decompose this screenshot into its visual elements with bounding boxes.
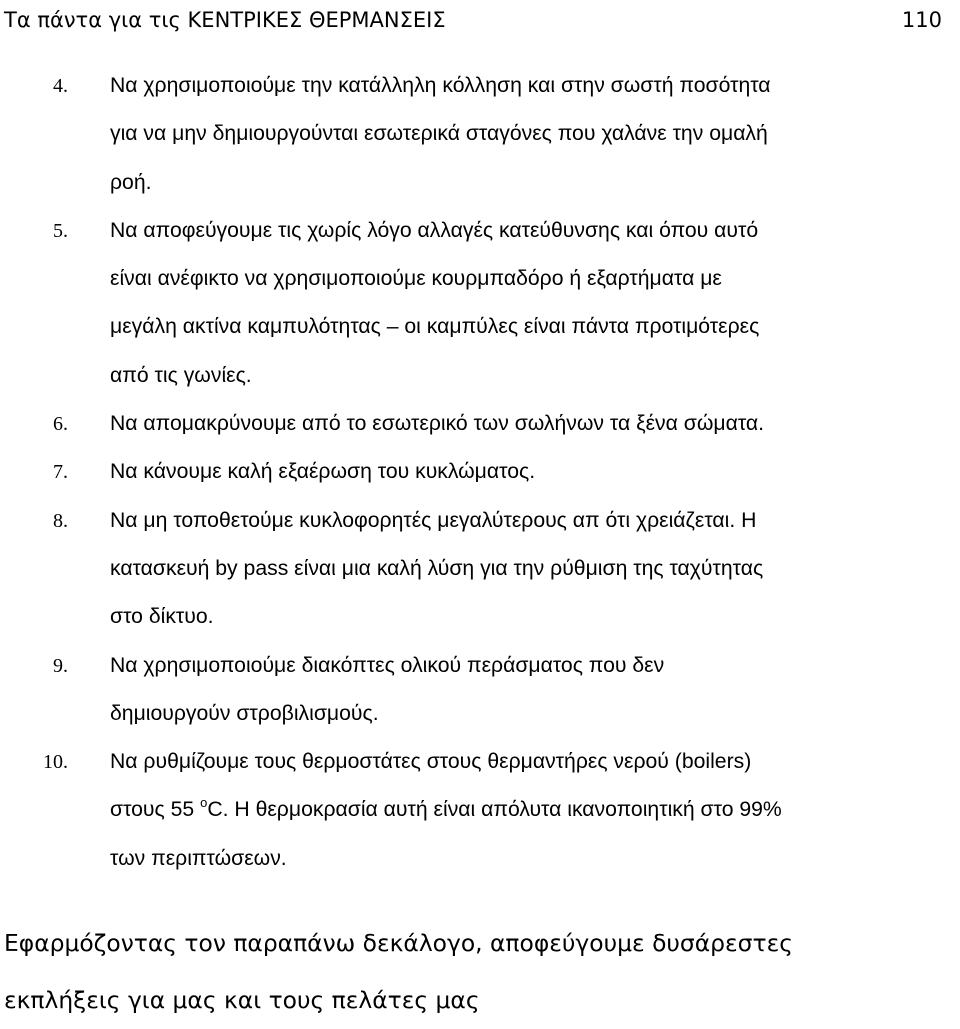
list-item-number: 6. xyxy=(53,413,68,436)
list-item-number: 5. xyxy=(53,219,68,242)
text-line: στο δίκτυο. xyxy=(110,605,214,629)
list-item-text xyxy=(110,448,960,496)
list-item xyxy=(0,738,960,883)
list-item-number: 4. xyxy=(53,75,68,97)
text-line: δημιουργούν στροβιλισμούς. xyxy=(110,701,379,725)
list-item-text xyxy=(110,207,960,400)
text-line: Εφαρμόζοντας τον παραπάνω δεκάλογο, αποφεύγουμε δυσάρεστες xyxy=(4,929,793,957)
list-item-text xyxy=(110,642,960,739)
degree-superscript: o xyxy=(200,795,208,811)
list-item xyxy=(0,642,960,739)
page-header-title: Τα πάντα για τις ΚΕΝΤΡΙΚΕΣ ΘΕΡΜΑΝΣΕΙΣ xyxy=(4,8,446,32)
text-line: κατασκευή by pass είναι μια καλή λύση για την ρύθμιση της ταχύτητας xyxy=(110,556,764,580)
text-line: εκπλήξεις για μας και τους πελάτες μας xyxy=(4,986,480,1014)
text-line: ροή. xyxy=(110,170,152,194)
list-item-text xyxy=(110,62,960,207)
list-item xyxy=(0,448,960,496)
text-line: για να μην δημιουργούνται εσωτερικά σταγόνες που χαλάνε την ομαλή xyxy=(110,122,768,146)
text-line: Να χρησιμοποιούμε την κατάλληλη κόλληση και στην σωστή ποσότητα xyxy=(110,74,771,97)
list-item-number: 8. xyxy=(53,509,68,532)
list-item-number: 9. xyxy=(53,654,68,677)
page-header xyxy=(4,2,942,38)
list-item-text xyxy=(110,400,960,448)
text-line: είναι ανέφικτο να χρησιμοποιούμε κουρμπαδόρο ή εξαρτήματα με xyxy=(110,267,722,291)
temperature-text-rest: C. Η θερμοκρασία αυτή είναι απόλυτα ικανοποιητική στο 99% xyxy=(207,798,782,822)
list-item xyxy=(0,400,960,448)
list-item-number: 10. xyxy=(43,751,68,774)
list-item xyxy=(0,207,960,400)
list-item-number: 7. xyxy=(53,461,68,484)
text-line: των περιπτώσεων. xyxy=(110,846,287,870)
text-line: μεγάλη ακτίνα καμπυλότητας – οι καμπύλες είναι πάντα προτιμότερες xyxy=(110,315,760,339)
list-item xyxy=(0,497,960,642)
temperature-line xyxy=(110,786,960,834)
text-line: Να χρησιμοποιούμε διακόπτες ολικού περάσματος που δεν xyxy=(110,653,665,677)
text-line: Να κάνουμε καλή εξαέρωση του κυκλώματος. xyxy=(110,460,536,484)
temperature-text: στους 55 xyxy=(110,798,201,822)
text-line: από τις γωνίες. xyxy=(110,363,252,387)
numbered-list xyxy=(0,62,960,883)
list-item-text xyxy=(110,738,960,883)
text-line: Να απομακρύνουμε από το εσωτερικό των σωλήνων τα ξένα σώματα. xyxy=(110,412,765,436)
page-number: 110 xyxy=(901,8,942,32)
text-line: Να μη τοποθετούμε κυκλοφορητές μεγαλύτερους απ ότι χρειάζεται. Η xyxy=(110,508,757,532)
text-line: Να ρυθμίζουμε τους θερμοστάτες στους θερμαντήρες νερού (boilers) xyxy=(110,750,752,774)
text-line: Να αποφεύγουμε τις χωρίς λόγο αλλαγές κατεύθυνσης και όπου αυτό xyxy=(110,218,759,242)
list-item-text xyxy=(110,497,960,642)
closing-paragraph xyxy=(4,915,954,1029)
list-item xyxy=(0,62,960,207)
